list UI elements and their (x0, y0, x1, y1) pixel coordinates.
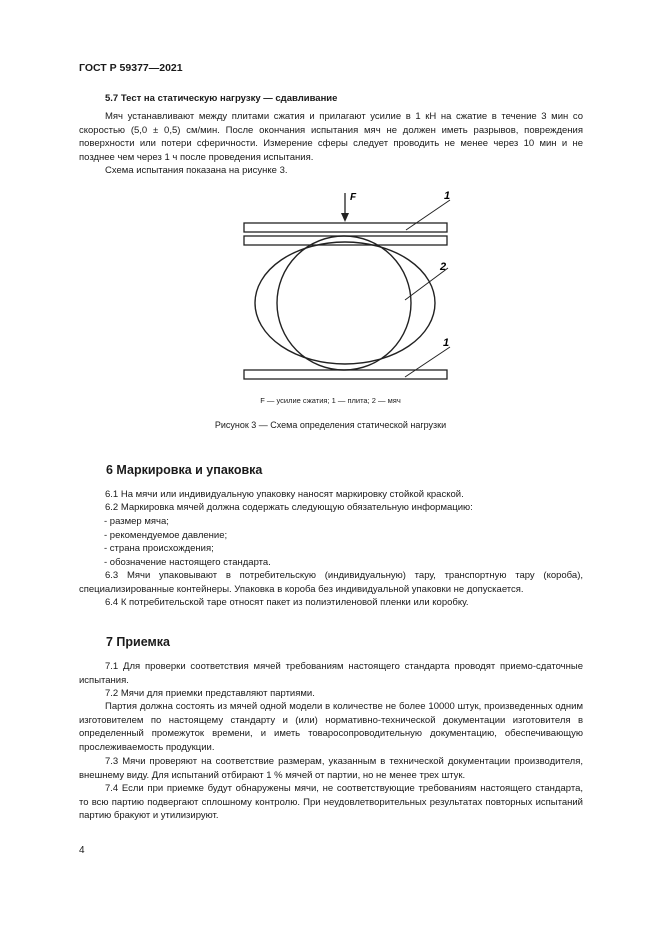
plate-label-top: 1 (444, 190, 451, 202)
list-item: - размер мяча; (104, 516, 169, 527)
section-6-3: 6.3 Мячи упаковывают в потребительскую (индивидуальную) тару, транспортную тару (короба), специализированные контейнеры. Упаковка в короба без индивидуальной упаковки не допускается. (79, 570, 583, 595)
section-7-party: Партия должна состоять из мячей одной модели в количестве не более 10000 штук, произведенных одним изготовителем по настоящему стандарту и (или) нормативно-технической документации изготовителя в определенный промежуток времени, и иметь товаросопроводительную документацию, обеспечивающую прослеживаемость продукции. (79, 701, 583, 753)
section-7-heading: 7 Приемка (106, 635, 170, 649)
figure-title: Рисунок 3 — Схема определения статической нагрузки (214, 420, 447, 430)
section-5-7-paragraph-1: Мяч устанавливают между плитами сжатия и прилагают усилие в 1 кН на сжатие в течение 3 мин со скоростью (5,0 ± 0,5) см/мин. После окончания испытания мяч не должен иметь разрывов, повреждения поверхности или потери сферичности. Измерение сферы следует проводить не менее через 10 мин и не позднее чем через 1 ч после проведения испытания. (79, 111, 583, 163)
section-5-7-title: 5.7 Тест на статическую нагрузку — сдавливание (105, 93, 338, 104)
ball-circle (277, 236, 411, 370)
section-7-1: 7.1 Для проверки соответствия мячей требованиям настоящего стандарта проводят приемо-сдаточные испытания. (79, 661, 583, 686)
figure-legend: F — усилие сжатия; 1 — плита; 2 — мяч (260, 396, 401, 405)
force-arrow-head (341, 213, 349, 222)
ball-label: 2 (440, 261, 447, 273)
section-5-7-paragraph-2: Схема испытания показана на рисунке 3. (105, 165, 288, 176)
page-number: 4 (79, 845, 85, 856)
top-plate (244, 223, 447, 232)
force-label: F (350, 192, 357, 203)
ball-compressed-ellipse (255, 242, 435, 364)
section-6-2: 6.2 Маркировка мячей должна содержать следующую обязательную информацию: (105, 502, 473, 513)
section-7-2: 7.2 Мячи для приемки представляют партиями. (105, 688, 315, 699)
marking-list (104, 515, 271, 569)
plate-label-bottom: 1 (443, 337, 450, 349)
section-7-4: 7.4 Если при приемке будут обнаружены мячи, не соответствующие требованиям настоящего стандарта, то всю партию подвергают сплошному контролю. При неудовлетворительных результатах повторных испытаний партию бракуют и утилизируют. (79, 783, 583, 822)
section-7-3: 7.3 Мячи проверяют на соответствие размерам, указанным в технической документации производителя, внешнему виду. Для испытаний отбирают 1 % мячей от партии, но не менее трех штук. (79, 756, 583, 781)
list-item: - страна происхождения; (104, 543, 214, 555)
list-item: - обозначение настоящего стандарта. (104, 556, 271, 568)
list-item: - рекомендуемое давление; (104, 529, 228, 541)
bottom-plate (244, 370, 447, 379)
section-6-heading: 6 Маркировка и упаковка (106, 463, 263, 477)
section-6-4: 6.4 К потребительской таре относят пакет из полиэтиленовой пленки или коробку. (105, 597, 469, 608)
document-header: ГОСТ Р 59377—2021 (79, 62, 183, 74)
top-plate-lower (244, 236, 447, 245)
section-6-1: 6.1 На мячи или индивидуальную упаковку наносят маркировку стойкой краской. (105, 489, 464, 500)
